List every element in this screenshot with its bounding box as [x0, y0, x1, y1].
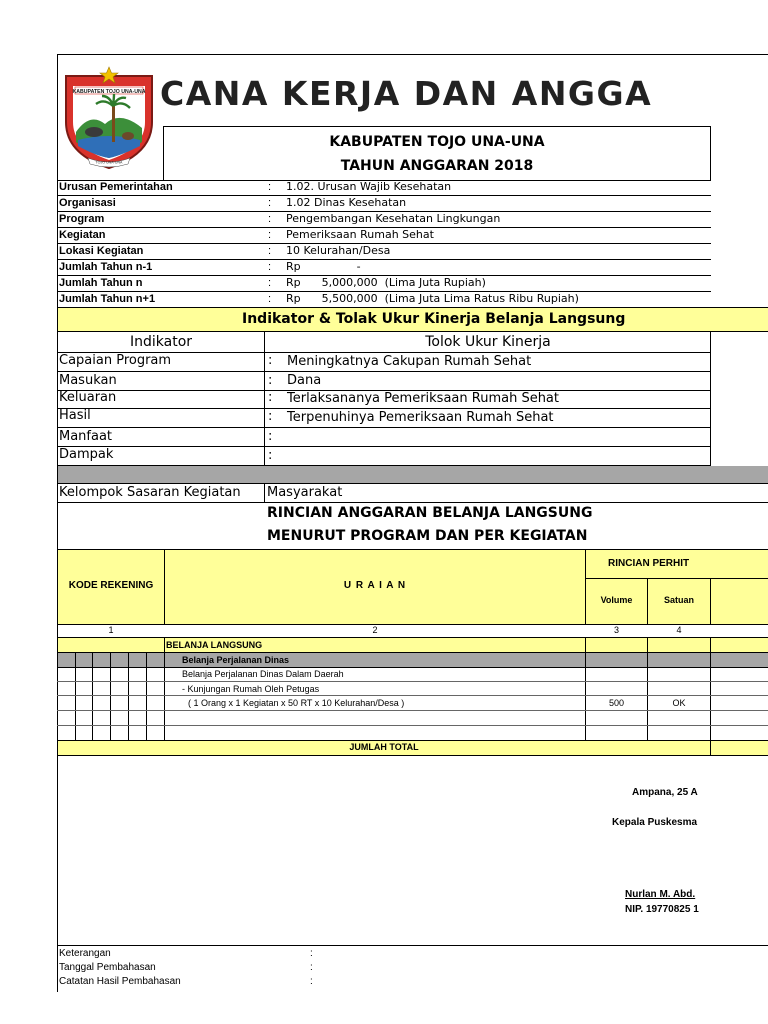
- info-label: Lokasi Kegiatan: [59, 245, 144, 257]
- indikator-value: Dana: [287, 373, 322, 388]
- info-value: Pemeriksaan Rumah Sehat: [286, 228, 434, 241]
- indikator-colon: :: [268, 353, 273, 368]
- info-label: Jumlah Tahun n-1: [59, 261, 153, 273]
- indikator-colon: :: [268, 448, 273, 463]
- footer-colon: :: [310, 962, 313, 973]
- info-label: Program: [59, 213, 105, 225]
- indikator-name: Capaian Program: [59, 353, 172, 368]
- column-number: 1: [108, 625, 114, 635]
- uraian-cell: Belanja Perjalanan Dinas Dalam Daerah: [182, 669, 344, 679]
- jumlah-total-label: JUMLAH TOTAL: [349, 742, 419, 752]
- info-value: Pengembangan Kesehatan Lingkungan: [286, 212, 501, 225]
- footer-label: Tanggal Pembahasan: [59, 962, 156, 973]
- info-value: 10 Kelurahan/Desa: [286, 244, 391, 257]
- info-value: 1.02. Urusan Wajib Kesehatan: [286, 180, 452, 193]
- sasaran-label: Kelompok Sasaran Kegiatan: [59, 485, 241, 500]
- indikator-name: Keluaran: [59, 390, 117, 405]
- info-value: Rp 5,000,000 (Lima Juta Rupiah): [286, 276, 486, 289]
- satuan-header: Satuan: [663, 595, 694, 605]
- indikator-colon: :: [268, 409, 273, 424]
- column-number: 3: [613, 625, 619, 635]
- signature-place-date: Ampana, 25 A: [632, 787, 698, 798]
- sasaran-value: Masyarakat: [267, 485, 343, 500]
- info-colon: :: [268, 213, 272, 225]
- svg-text:TOJO UNA-UNA: TOJO UNA-UNA: [95, 160, 123, 165]
- volume-header: Volume: [600, 595, 633, 605]
- uraian-header: U R A I A N: [343, 580, 407, 591]
- volume-cell: 500: [608, 698, 625, 708]
- info-colon: :: [268, 181, 272, 193]
- uraian-cell: - Kunjungan Rumah Oleh Petugas: [182, 684, 320, 694]
- info-value: Rp -: [286, 260, 361, 273]
- signature-position: Kepala Puskesma: [612, 817, 698, 828]
- uraian-cell: ( 1 Orang x 1 Kegiatan x 50 RT x 10 Kelurahan/Desa ): [188, 698, 405, 708]
- rincian-perhitungan-header: RINCIAN PERHIT: [608, 558, 690, 569]
- document-title: CANA KERJA DAN ANGGA: [160, 74, 653, 113]
- info-colon: :: [268, 277, 272, 289]
- indikator-colon: :: [268, 429, 273, 444]
- rincian-title-line1: RINCIAN ANGGARAN BELANJA LANGSUNG: [267, 505, 593, 521]
- indikator-name: Hasil: [59, 408, 91, 423]
- kode-rekening-header: KODE REKENING: [68, 580, 154, 591]
- rincian-title-line2: MENURUT PROGRAM DAN PER KEGIATAN: [267, 528, 588, 544]
- tahun-anggaran-title: TAHUN ANGGARAN 2018: [340, 158, 534, 174]
- info-colon: :: [268, 245, 272, 257]
- info-colon: :: [268, 197, 272, 209]
- info-label: Kegiatan: [59, 229, 106, 241]
- info-label: Jumlah Tahun n+1: [59, 293, 156, 305]
- info-colon: :: [268, 229, 272, 241]
- column-number: 4: [676, 625, 682, 635]
- info-value: 1.02 Dinas Kesehatan: [286, 196, 407, 209]
- svg-text:KABUPATEN TOJO UNA-UNA: KABUPATEN TOJO UNA-UNA: [72, 89, 146, 95]
- kabupaten-title: KABUPATEN TOJO UNA-UNA: [329, 134, 545, 150]
- footer-colon: :: [310, 948, 313, 959]
- footer-label: Keterangan: [59, 948, 111, 959]
- indikator-value: Terpenuhinya Pemeriksaan Rumah Sehat: [287, 410, 554, 425]
- indikator-colon: :: [268, 373, 273, 388]
- satuan-cell: OK: [672, 698, 686, 708]
- info-value: Rp 5,500,000 (Lima Juta Lima Ratus Ribu Rupiah): [286, 292, 579, 305]
- tolok-ukur-header: Tolok Ukur Kinerja: [425, 334, 551, 350]
- info-colon: :: [268, 261, 272, 273]
- indikator-value: Meningkatnya Cakupan Rumah Sehat: [287, 354, 532, 369]
- info-label: Urusan Pemerintahan: [59, 181, 173, 193]
- indikator-header: Indikator: [129, 334, 193, 350]
- kabupaten-logo: [60, 62, 158, 172]
- uraian-cell: BELANJA LANGSUNG: [166, 640, 263, 650]
- indikator-colon: :: [268, 390, 273, 405]
- footer-colon: :: [310, 976, 313, 987]
- footer-label: Catatan Hasil Pembahasan: [59, 976, 181, 987]
- indikator-section-title: Indikator & Tolak Ukur Kinerja Belanja Langsung: [242, 311, 626, 327]
- info-label: Jumlah Tahun n: [59, 277, 143, 289]
- column-number: 2: [372, 625, 378, 635]
- uraian-cell: Belanja Perjalanan Dinas: [182, 655, 290, 665]
- signature-name: Nurlan M. Abd.: [625, 889, 696, 900]
- indikator-value: Terlaksananya Pemeriksaan Rumah Sehat: [287, 391, 559, 406]
- indikator-name: Manfaat: [59, 429, 113, 444]
- info-label: Organisasi: [59, 197, 116, 209]
- indikator-name: Masukan: [59, 373, 117, 388]
- signature-nip: NIP. 19770825 1: [625, 904, 699, 915]
- info-colon: :: [268, 293, 272, 305]
- indikator-name: Dampak: [59, 447, 114, 462]
